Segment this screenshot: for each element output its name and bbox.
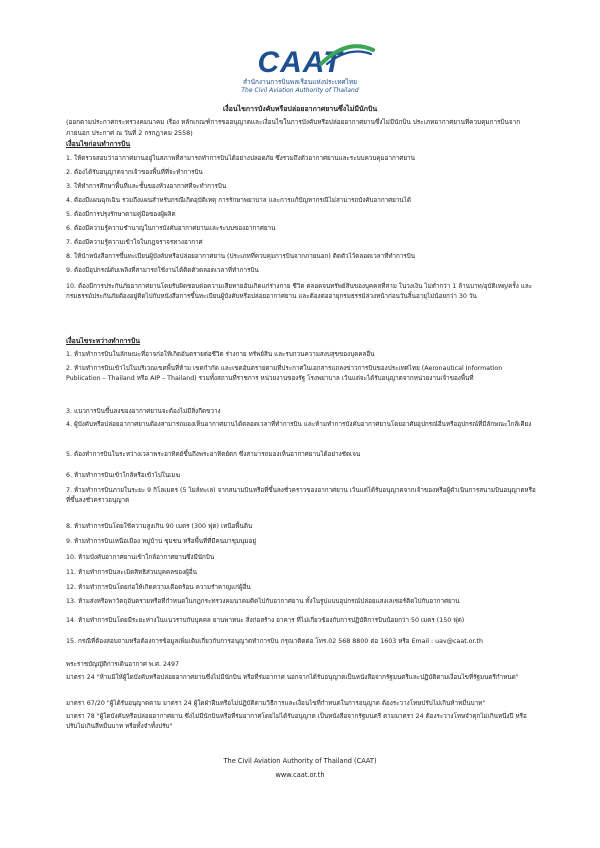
during-flight-item: 7. ห้ามทำการบินภายในระยะ 9 กิโลเมตร (5 ไมล์ทะเล) จากสนามบินหรือที่ขึ้นลงชั่วคราวของอากาศยาน เว้นแต่ได้รับอนุญาตจากเจ้าของหรือผู้ดำเนินการสนามบินอนุญาตหรือที่ขึ้นลงชั่วคราวอนุญาต	[66, 487, 536, 505]
footer-website[interactable]: www.caat.or.th	[275, 771, 325, 779]
during-flight-item: 6. ห้ามทำการบินเข้าใกล้หรือเข้าไปในเมฆ	[66, 472, 181, 479]
during-flight-item: 14. ห้ามทำการบินโดยมีระยะห่างในแนวราบกับบุคคล ยานพาหนะ สิ่งก่อสร้าง อาคาร ที่ไม่เกี่ยวข้องกับการปฏิบัติการบินน้อยกว่า 50 เมตร (150 ฟุต)	[66, 617, 465, 624]
law-paragraph: มาตรา 24 "ห้ามมิให้ผู้ใดบังคับหรือปล่อยอากาศยานซึ่งไม่มีนักบิน หรือที่ร่มอากาศ นอกจากได้รับอนุญาตเป็นหนังสือจากรัฐมนตรีและปฏิบัติตามเงื่อนไขที่รัฐมนตรีกำหนด"	[66, 674, 519, 681]
during-flight-item: 2. ห้ามทำการบินเข้าไปในบริเวณเขตพื้นที่ห้าม เขตกำกัด และเขตอันตรายตามที่ประกาศในเอกสารแถลงข่าวการบินของประเทศไทย (Aeronautical Information Publication – Thailand หรือ AIP – Thailand) รวมทั้งสถานที่ราชการ หน่วยงานของรัฐ โรงพยาบาล เว้นแต่จะได้รับอนุญาตจากหน่วยงานเจ้าของพื้นที่	[66, 365, 503, 383]
law-paragraph: มาตรา 78 "ผู้ใดบังคับหรือปล่อยอากาศยาน ซึ่งไม่มีนักบินหรือที่ร่มอากาศโดยไม่ได้รับอนุญาต เป็นหนังสือจากรัฐมนตรี ตามมาตรา 24 ต้องระวางโทษจำคุกไม่เกินหนึ่งปี หรือปรับไม่เกินสี่หมื่นบาท หรือทั้งจำทั้งปรับ"	[66, 713, 527, 731]
before-flight-item: 5. ต้องมีการปรุงรักษาตามคู่มือของผู้ผลิต	[66, 211, 176, 218]
during-flight-heading: เงื่อนไขระหว่างทำการบิน	[66, 337, 141, 345]
during-flight-item: 5. ต้องทำการบินในระหว่างเวลาพระอาทิตย์ขึ้นถึงพระอาทิตย์ตก ซึ่งสามารถมองเห็นอากาศยานได้อย่างชัดเจน	[66, 451, 361, 458]
logo-english-name: The Civil Aviation Authority of Thailand	[241, 87, 359, 94]
during-flight-item: 10. ห้ามบังคับอากาศยานเข้าใกล้อากาศยานซึ่งมีนักบิน	[66, 554, 215, 561]
before-flight-item: 4. ต้องมีแผนฉุกเฉิน รวมถึงแผนสำหรับกรณีเกิดอุบัติเหตุ การรักษาพยาบาล และการแก้ปัญหากรณีไม่สามารถบังคับอากาศยานได้	[66, 197, 411, 204]
before-flight-item: 10. ต้องมีการประกันภัยอากาศยานโดยรับผิดชอบต่อความเสียหายอันเกิดแก่ร่างกาย ชีวิต ตลอดจนทรัพย์สินของบุคคลที่สาม ในวงเงิน ไม่ต่ำกว่า 1 ล้านบาท/อุบัติเหตุ/ครั้ง และกรมธรรม์ประกันภัยต้องอยู่ติดไปกับหนังสือการขึ้นทะเบียนผู้บังคับหรือปล่อยอากาศยาน และต้องต่ออายุกรมธรรม์ล่วงหน้าก่อนวันสิ้นอายุไม่น้อยกว่า 30 วัน	[66, 283, 533, 301]
before-flight-item: 1. ให้ตรวจสอบว่าอากาศยานอยู่ในสภาพที่สามารถทำการบินได้อย่างปลอดภัย ซึ่งรวมถึงตัวอากาศยานและระบบควบคุมอากาศยาน	[66, 155, 415, 162]
logo-swoosh-icon	[317, 44, 375, 66]
footer-org: The Civil Aviation Authority of Thailand (CAAT)	[223, 757, 377, 765]
during-flight-item: 13. ห้ามส่งหรือพาวัตถุอันตรายหรือที่กำหนดในกฎกระทรวงคมนาคมติดไปกับอากาศยาน ทั้งในรูปแบบอุปกรณ์ปล่อยแสงเลเซอร์ติดไปกับอากาศยาน	[66, 598, 460, 605]
document-subtitle: (ออกตามประกาศกระทรวงคมนาคม เรื่อง หลักเกณฑ์การขออนุญาตและเงื่อนไขในการบังคับหรือปล่อยอากาศยานซึ่งไม่มีนักบิน ประเภทอากาศยานที่ควบคุมการบินจากภายนอก ประกาศ ณ วันที่ 2 กรกฎาคม 2558)	[66, 118, 521, 137]
before-flight-item: 6. ต้องมีความรู้ความชำนาญในการบังคับอากาศยานและระบบของอากาศยาน	[66, 225, 276, 232]
during-flight-item: 8. ห้ามทำการบินโดยใช้ความสูงเกิน 90 เมตร (300 ฟุต) เหนือพื้นดิน	[66, 523, 253, 530]
before-flight-item: 7. ต้องมีความรู้ความเข้าใจในกฎจราจรทางอากาศ	[66, 239, 203, 246]
before-flight-heading: เงื่อนไขก่อนทำการบิน	[66, 140, 131, 148]
during-flight-item: 12. ห้ามทำการบินโดยก่อให้เกิดความเดือดร้อน ความรำคาญแก่ผู้อื่น	[66, 584, 251, 591]
during-flight-item: 9. ห้ามทำการบินเหนือเมือง หมู่บ้าน ชุมชน หรือพื้นที่ที่มีคนมาชุมนุมอยู่	[66, 538, 257, 545]
document-title: เงื่อนไขการบังคับหรือปล่อยอากาศยานซึ่งไม่มีนักบิน	[222, 105, 378, 113]
during-flight-item: 4. ผู้บังคับหรือปล่อยอากาศยานต้องสามารถมองเห็นอากาศยานได้ตลอดเวลาที่ทำการบิน และห้ามทำการบังคับอากาศยานโดยอาศัยอุปกรณ์อื่นหรืออุปกรณ์ที่มีลักษณะใกล้เคียง	[66, 421, 532, 428]
law-paragraph: มาตรา 67/20 "ผู้ได้รับอนุญาตตาม มาตรา 24 ผู้ใดฝ่าฝืนหรือไม่ปฏิบัติตามวิธีการและเงื่อนไขที่กำหนดในการอนุญาต ต้องระวางโทษปรับไม่เกินห้าหมื่นบาท"	[66, 700, 486, 707]
law-act-title: พระราชบัญญัติการเดินอากาศ พ.ศ. 2497	[66, 661, 180, 668]
before-flight-item: 8. ให้นำหนังสือการขึ้นทะเบียนผู้บังคับหรือปล่อยอากาศยาน (ประเภทที่ควบคุมการบินจากภายนอก) ติดตัวไว้ตลอดเวลาที่ทำการบิน	[66, 253, 416, 260]
before-flight-item: 2. ต้องได้รับอนุญาตจากเจ้าของพื้นที่ที่จะทำการบิน	[66, 169, 203, 176]
during-flight-item: 3. แนวการบินขึ้นลงของอากาศยานจะต้องไม่มีสิ่งกีดขวาง	[66, 408, 221, 415]
during-flight-item: 1. ห้ามทำการบินในลักษณะที่อาจก่อให้เกิดอันตรายต่อชีวิต ร่างกาย ทรัพย์สิน และรบกวนความสงบสุขของบุคคลอื่น	[66, 351, 375, 358]
before-flight-item: 9. ต้องมีอุปกรณ์ดับเพลิงที่สามารถใช้งานได้ติดตัวตลอดเวลาที่ทำการบิน	[66, 267, 259, 274]
caat-logo	[225, 48, 375, 96]
during-flight-item: 11. ห้ามทำการบินละเมิดสิทธิส่วนบุคคลของผู้อื่น	[66, 569, 197, 576]
logo-thai-name: สำนักงานการบินพลเรือนแห่งประเทศไทย	[243, 78, 357, 86]
during-flight-item: 15. กรณีที่ต้องสอบถามหรือต้องการข้อมูลเพิ่มเติมเกี่ยวกับการอนุญาตทำการบิน กรุณาติดต่อ โทร.02 568 8800 ต่อ 1603 หรือ Email : uav@caat.or.th	[66, 638, 483, 645]
before-flight-item: 3. ให้ทำการศึกษาพื้นที่และชั้นของห้วงอากาศที่จะทำการบิน	[66, 183, 227, 190]
logo-wordmark: CAAT	[257, 46, 343, 79]
